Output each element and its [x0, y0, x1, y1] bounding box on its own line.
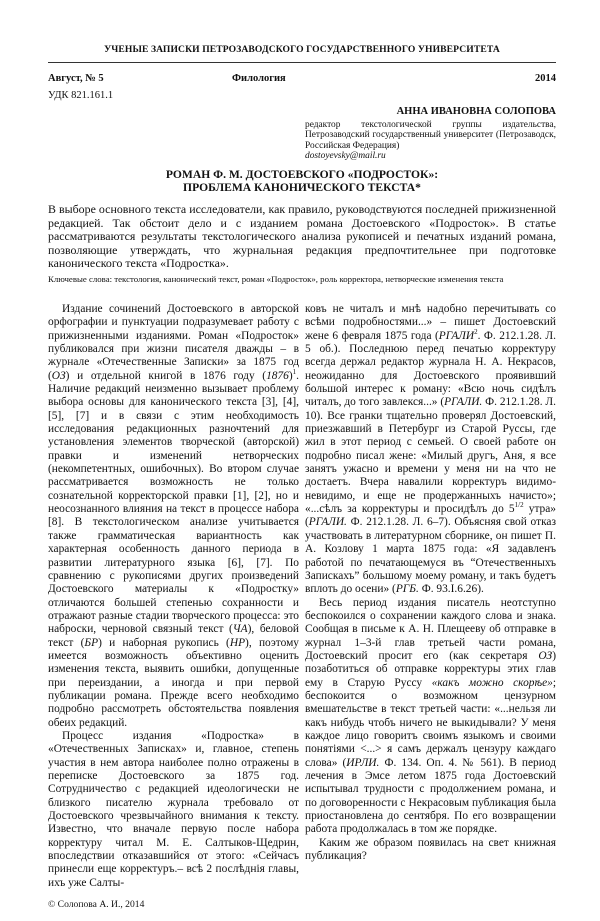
author-affiliation: редактор текстологической группы издательства, Петрозаводский государственный университет (Петрозаводск, Российская Федерация): [305, 119, 556, 151]
italic-run: НР: [229, 636, 246, 649]
article-title-line: ПРОБЛЕМА КАНОНИЧЕСКОГО ТЕКСТА*: [183, 181, 421, 194]
italic-run: ИРЛИ.: [346, 756, 380, 769]
text-run: Издание сочинений Достоевского в авторской орфографии и пунктуации подразумевает работу с прижизненными изданиями. Роман «Подросток» публиковался при жизни писателя дважды – в журнале «Отечественные Записки» за 1875 год (: [48, 302, 299, 382]
body-paragraph: [305, 303, 556, 597]
text-run: ) позаботиться об отправке корректуры этих глав ему в Старую Руссу: [305, 649, 556, 689]
article-title-line: РОМАН Ф. М. ДОСТОЕВСКОГО «ПОДРОСТОК»:: [165, 168, 439, 181]
body-column-left-text: [48, 303, 299, 890]
keywords: Ключевые слова: текстология, канонический текст, роман «Подросток», роль корректора, нетворческие изменения текста: [48, 273, 504, 284]
issue-number: Август, № 5: [48, 73, 104, 84]
body-column-right: [305, 303, 556, 863]
text-run: . Ф. 212.1.28. Л. 5 об.). Последнюю перед печатью корректуру всегда держал редактор журнала Н. А. Некрасов, неожиданно для Достоевского проявивший большой интерес к роману: «Всю ночь сидѣлъ читалъ, до того завлекся...» (: [305, 329, 556, 409]
text-run: ) и отдельной книгой в 1876 году (: [65, 369, 267, 382]
text-run: Каким же образом появилась на свет книжная публикация?: [305, 836, 556, 863]
italic-run: ЧА: [232, 623, 248, 636]
body-paragraph: [305, 837, 556, 864]
text-run: Процесс издания «Подростка» в «Отечественных Записках» и, главное, степень участия в нем автора наиболее полно отражены в переписке Достоевского за 1875 год. Сотрудничество с редакцией идеологически не близкого писателю журнала требовало от Достоевского чрезвычайного внимания к тексту. Известно, что вначале первую после набора корректуру читал М. Е. Салтыков-Щедрин, впоследствии отказавшийся от этого: «Сейчасъ принесли еще корректуръ.– всѣ 2 послѣднія главы, ихъ уже Салты-: [48, 729, 299, 889]
text-run: Ф. 212.1.28. Л. 10). Все гранки тщательно проверял Достоевский, приезжавший в Петербург из Старой Руссы, где жил в этот период с семьей. О своей работе он подробно писал жене: «Милый другъ, Аня, я все занятъ ужасно и времени у меня ни на что не достаетъ. Вчера навалили корректуръ видимо-невидимо, и еще не продержанныхъ начисто»; «...сѣлъ за корректуры и просидѣлъ до 5: [305, 396, 556, 516]
italic-run: РГБ.: [395, 583, 419, 596]
journal-title: УЧЕНЫЕ ЗАПИСКИ ПЕТРОЗАВОДСКОГО ГОСУДАРСТВЕННОГО УНИВЕРСИТЕТА: [104, 44, 500, 55]
text-run: ): [288, 369, 293, 382]
text-run: ), беловой текст (: [48, 623, 299, 649]
body-paragraph: [305, 597, 556, 837]
text-run: Ф. 134. Оп. 4. № 561). В период лечения в Эмсе летом 1875 года Достоевский испытывал трудности с продолжением романа, и по договоренности с Некрасовым публикация была приостановлена до сентября. По его возвращении работа продолжалась в том же порядке.: [305, 756, 557, 836]
italic-run: РГАЛИ.: [308, 516, 347, 529]
text-run: Ф. 212.1.28. Л. 6–7). Объясняя свой отказ участвовать в литературном сборнике, он пишет П. А. Козлову 1 марта 1875 года: «Я задавленъ работой по печатающемуся въ “Отечественныхъ Запискахъ” большому моему роману, и такъ будетъ вплоть до осени» (: [305, 516, 556, 596]
italic-run: 1876: [266, 369, 289, 382]
italic-run: ОЗ: [538, 649, 553, 662]
footnote-marker: 1/2: [514, 501, 524, 510]
text-run: Ф. 93.I.6.26).: [418, 583, 484, 596]
text-run: утра» (: [305, 503, 557, 529]
author-name: АННА ИВАНОВНА СОЛОПОВА: [396, 106, 556, 117]
text-run: ; беспокоится о возможном цензурном вмешательстве в текст третьей части: «...нельзя ли какъ нибудь чтобъ ничего не выкидывали? У меня каждое лицо говоритъ своимъ языкомъ и своими понятіями <...> я самъ держалъ цензуру каждаго слова» (: [305, 676, 556, 769]
udk-code: УДК 821.161.1: [48, 90, 114, 101]
italic-run: ОЗ: [51, 369, 66, 382]
footnote-marker: 2: [474, 327, 478, 336]
author-email[interactable]: dostoyevsky@mail.ru: [305, 151, 386, 161]
text-run: ), поэтому имеется возможность объективно оценить изменения текста, выявить ошибки, допущенные при переиздании, а иногда и при первой публикации романа. Прежде всего необходимо подробно рассмотреть обстоятельства появления обеих редакций.: [48, 636, 299, 729]
section-name: Филология: [232, 73, 286, 84]
footnote-marker: 1: [292, 367, 297, 376]
text-run: . Наличие редакций неизменно вызывает проблему выбора основы для канонического текста [3], [4], [5], [7] и в связи с этим необходимость исследования редакционных разночтений для установления элементов творческой (авторской) правки и изменений нетворческих (некомпетентных, ошибочных). Во втором случае рассматривается возможность не только сознательной корректорской правки [1], [2], но и неосознанного влияния на текст в процессе набора [8]. В текстологическом анализе учитывается также грамматическая вариантность как характерная особенность данного периода в развитии литературного языка [6], [7]. По сравнению с рукописями других произведений Достоевского материалы к «Подростку» отличаются большей степенью сохранности и отражают разные стадии творческого процесса: это наброски, черновой связный текст (: [48, 369, 299, 636]
body-paragraph: [48, 303, 299, 730]
italic-run: «какъ можно скорѣе»: [431, 676, 553, 689]
abstract: В выборе основного текста исследователи, как правило, руководствуются последней прижизненной редакцией. Так обстоит дело и с изданием романа Достоевского «Подросток». В статье рассматриваются результаты текстологического анализа рукописей и печатных изданий романа, позволяющие утверждать, что журнальная редакция предпочтительнее при подготовке канонического текста «Подростка».: [48, 202, 556, 271]
issue-year: 2014: [535, 73, 556, 84]
italic-run: РГАЛИ: [438, 329, 475, 342]
body-column-right-text: [305, 303, 556, 863]
article-body: [48, 0, 556, 921]
italic-run: БР: [84, 636, 99, 649]
text-run: Весь период издания писатель неотступно беспокоился о сохранении каждого слова и знака. Сообщая в письме к А. Н. Плещееву об отправке в журнал 1–3-й глав третьей части романа, Достоевский просит его (как секретаря: [305, 596, 556, 662]
text-run: ) и наборная рукопись (: [98, 636, 230, 649]
body-paragraph: [48, 730, 299, 890]
text-run: ковъ не читалъ и мнѣ надобно перечитывать со всѣми подробностями...» – пишет Достоевский жене 6 февраля 1875 года (: [305, 302, 556, 342]
italic-run: РГАЛИ.: [444, 396, 483, 409]
copyright-note: © Солопова А. И., 2014: [48, 899, 145, 911]
